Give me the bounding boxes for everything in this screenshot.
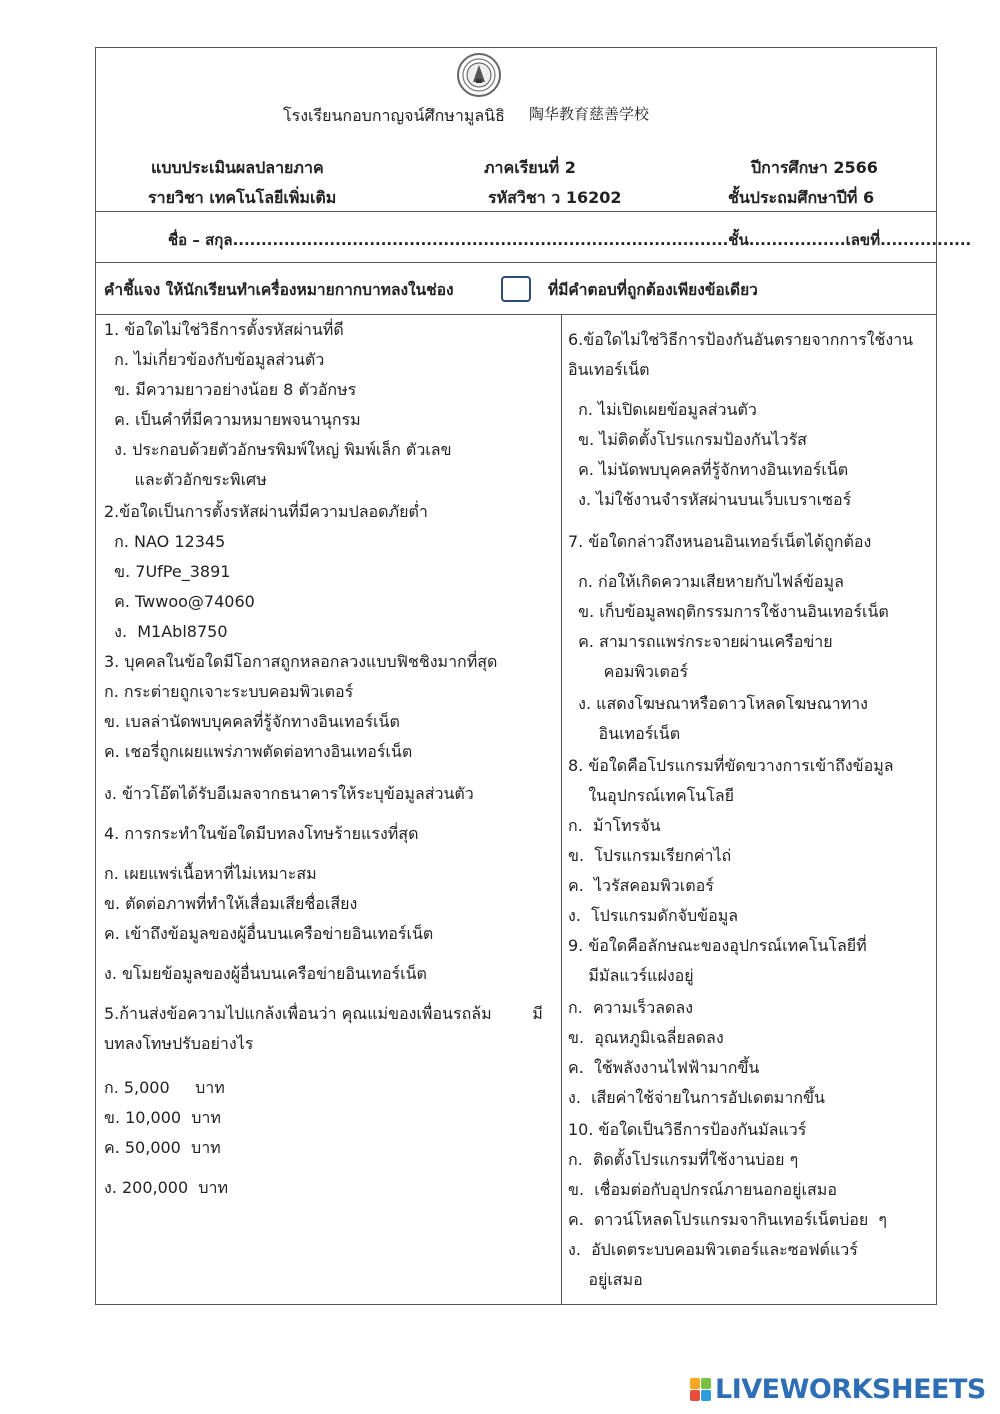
question-line: และตัวอักขระพิเศษ (104, 470, 267, 489)
answer-checkbox-sample (501, 276, 531, 302)
question-line: อินเทอร์เน็ต (568, 724, 681, 743)
question-line: อยู่เสมอ (568, 1270, 643, 1289)
answer-option[interactable]: ง. เสียค่าใช้จ่ายในการอัปเดตมากขึ้น (568, 1088, 825, 1107)
answer-option[interactable]: ข. เชื่อมต่อกับอุปกรณ์ภายนอกอยู่เสมอ (568, 1180, 837, 1199)
answer-option[interactable]: ข. 7UfPe_3891 (104, 562, 231, 581)
question-line: คอมพิวเตอร์ (568, 662, 689, 681)
school-seal-icon (456, 52, 502, 98)
answer-option[interactable]: ค. เป็นคำที่มีความหมายพจนานุกรม (104, 410, 361, 429)
answer-option[interactable]: ข. เก็บข้อมูลพฤติกรรมการใช้งานอินเทอร์เน็ต (568, 602, 889, 621)
question-stem: 1. ข้อใดไม่ใช่วิธีการตั้งรหัสผ่านที่ดี (104, 320, 344, 339)
answer-option[interactable]: ก. กระต่ายถูกเจาะระบบคอมพิวเตอร์ (104, 682, 354, 701)
answer-option[interactable]: ง. แสดงโฆษณาหรือดาวโหลดโฆษณาทาง (568, 694, 868, 713)
question-stem: 9. ข้อใดคือลักษณะของอุปกรณ์เทคโนโลยีที่ (568, 936, 867, 955)
answer-option[interactable]: ค. ใช้พลังงานไฟฟ้ามากขึ้น (568, 1058, 760, 1077)
answer-option[interactable]: ค. 50,000 บาท (104, 1138, 221, 1157)
question-stem: 3. บุคคลในข้อใดมีโอกาสถูกหลอกลวงแบบฟิชชิงมากที่สุด (104, 652, 498, 671)
brand-name: LIVEWORKSHEETS (715, 1374, 986, 1405)
answer-option[interactable]: ก. 5,000 บาท (104, 1078, 225, 1097)
question-line: มีมัลแวร์แฝงอยู่ (568, 966, 694, 985)
instructions-text-end: ที่มีคำตอบที่ถูกต้องเพียงข้อเดียว (548, 281, 758, 299)
semester: ภาคเรียนที่ 2 (484, 158, 576, 177)
answer-option[interactable]: ง. ไม่ใช้งานจำรหัสผ่านบนเว็บเบราเซอร์ (568, 490, 852, 509)
question-stem: 4. การกระทำในข้อใดมีบทลงโทษร้ายแรงที่สุด (104, 824, 419, 843)
answer-option[interactable]: ค. Twwoo@74060 (104, 592, 255, 611)
answer-option[interactable]: ค. ไวรัสคอมพิวเตอร์ (568, 876, 714, 895)
exam-sheet (95, 47, 972, 1305)
divider (96, 314, 936, 315)
question-stem: 10. ข้อใดเป็นวิธีการป้องกันมัลแวร์ (568, 1120, 807, 1139)
exam-type: แบบประเมินผลปลายภาค (151, 158, 324, 177)
answer-option[interactable]: ง. ข้าวโอ๊ตได้รับอีเมลจากธนาคารให้ระบุข้อมูลส่วนตัว (104, 784, 474, 803)
answer-option[interactable]: ง. 200,000 บาท (104, 1178, 229, 1197)
academic-year: ปีการศึกษา 2566 (751, 158, 878, 177)
answer-option[interactable]: ก. ก่อให้เกิดความเสียหายกับไฟล์ข้อมูล (568, 572, 844, 591)
answer-option[interactable]: ก. ติดตั้งโปรแกรมที่ใช้งานบ่อย ๆ (568, 1150, 799, 1169)
answer-option[interactable]: ก. เผยแพร่เนื้อหาที่ไม่เหมาะสม (104, 864, 317, 883)
answer-option[interactable]: ค. เชอรี่ถูกเผยแพร่ภาพตัดต่อทางอินเทอร์เน็ต (104, 742, 413, 761)
answer-option[interactable]: ค. สามารถแพร่กระจายผ่านเครือข่าย (568, 632, 833, 651)
answer-option[interactable]: ข. อุณหภูมิเฉลี่ยลดลง (568, 1028, 724, 1047)
subject: รายวิชา เทคโนโลยีเพิ่มเติม (148, 188, 337, 207)
answer-option[interactable]: ข. โปรแกรมเรียกค่าไถ่ (568, 846, 732, 865)
column-divider (561, 314, 562, 1304)
answer-option[interactable]: ข. เบลล่านัดพบบุคคลที่รู้จักทางอินเทอร์เน็ต (104, 712, 400, 731)
answer-option[interactable]: ค. ดาวน์โหลดโปรแกรมจากินเทอร์เน็ตบ่อย ๆ (568, 1210, 887, 1229)
question-stem: 7. ข้อใดกล่าวถึงหนอนอินเทอร์เน็ตได้ถูกต้อง (568, 532, 872, 551)
answer-option[interactable]: ง. อัปเดตระบบคอมพิวเตอร์และซอฟต์แวร์ (568, 1240, 858, 1259)
answer-option[interactable]: ข. ไม่ติดตั้งโปรแกรมป้องกันไวรัส (568, 430, 807, 449)
school-name-thai: โรงเรียนกอบกาญจน์ศึกษามูลนิธิ (283, 106, 505, 125)
school-name-chinese: 陶华教育慈善学校 (529, 105, 650, 123)
answer-option[interactable]: ก. NAO 12345 (104, 532, 226, 551)
question-stem: 5.ก้านส่งข้อความไปแกล้งเพื่อนว่า คุณแม่ของเพื่อนรถล้ม มี (104, 1004, 543, 1023)
answer-option[interactable]: ข. มีความยาวอย่างน้อย 8 ตัวอักษร (104, 380, 357, 399)
question-stem: 8. ข้อใดคือโปรแกรมที่ขัดขวางการเข้าถึงข้อมูล (568, 756, 894, 775)
answer-option[interactable]: ก. ม้าโทรจัน (568, 816, 661, 835)
liveworksheets-badge-icon (690, 1378, 712, 1402)
grade-level: ชั้นประถมศึกษาปีที่ 6 (728, 188, 875, 207)
answer-option[interactable]: ก. ไม่เกี่ยวข้องกับข้อมูลส่วนตัว (104, 350, 325, 369)
answer-option[interactable]: ง. M1Abl8750 (104, 622, 228, 641)
divider (96, 211, 936, 212)
question-line: อินเทอร์เน็ต (568, 360, 650, 379)
answer-option[interactable]: ก. ความเร็วลดลง (568, 998, 694, 1017)
answer-option[interactable]: ง. โปรแกรมดักจับข้อมูล (568, 906, 739, 925)
question-line: ในอุปกรณ์เทคโนโลยี (568, 786, 735, 805)
answer-option[interactable]: ง. ประกอบด้วยตัวอักษรพิมพ์ใหญ่ พิมพ์เล็ก ตัวเลข (104, 440, 452, 459)
answer-option[interactable]: ค. ไม่นัดพบบุคคลที่รู้จักทางอินเทอร์เน็ต (568, 460, 849, 479)
question-stem: 6.ข้อใดไม่ใช่วิธีการป้องกันอันตรายจากการใช้งาน (568, 330, 914, 349)
divider (96, 262, 936, 263)
question-line: บทลงโทษปรับอย่างไร (104, 1034, 254, 1053)
answer-option[interactable]: ค. เข้าถึงข้อมูลของผู้อื่นบนเครือข่ายอินเทอร์เน็ต (104, 924, 434, 943)
student-info-line[interactable]: ชื่อ – สกุล.......................................................................................ชั้น.................เลขที่................ (168, 231, 972, 249)
answer-option[interactable]: ก. ไม่เปิดเผยข้อมูลส่วนตัว (568, 400, 757, 419)
subject-code: รหัสวิชา ว 16202 (488, 188, 622, 207)
answer-option[interactable]: ง. ขโมยข้อมูลของผู้อื่นบนเครือข่ายอินเทอร์เน็ต (104, 964, 427, 983)
answer-option[interactable]: ข. 10,000 บาท (104, 1108, 221, 1127)
question-stem: 2.ข้อใดเป็นการตั้งรหัสผ่านที่มีความปลอดภัยต่ำ (104, 502, 428, 521)
answer-option[interactable]: ข. ตัดต่อภาพที่ทำให้เสื่อมเสียชื่อเสียง (104, 894, 358, 913)
instructions-text: คำชี้แจง ให้นักเรียนทำเครื่องหมายกากบาทลงในช่อง (104, 281, 454, 299)
